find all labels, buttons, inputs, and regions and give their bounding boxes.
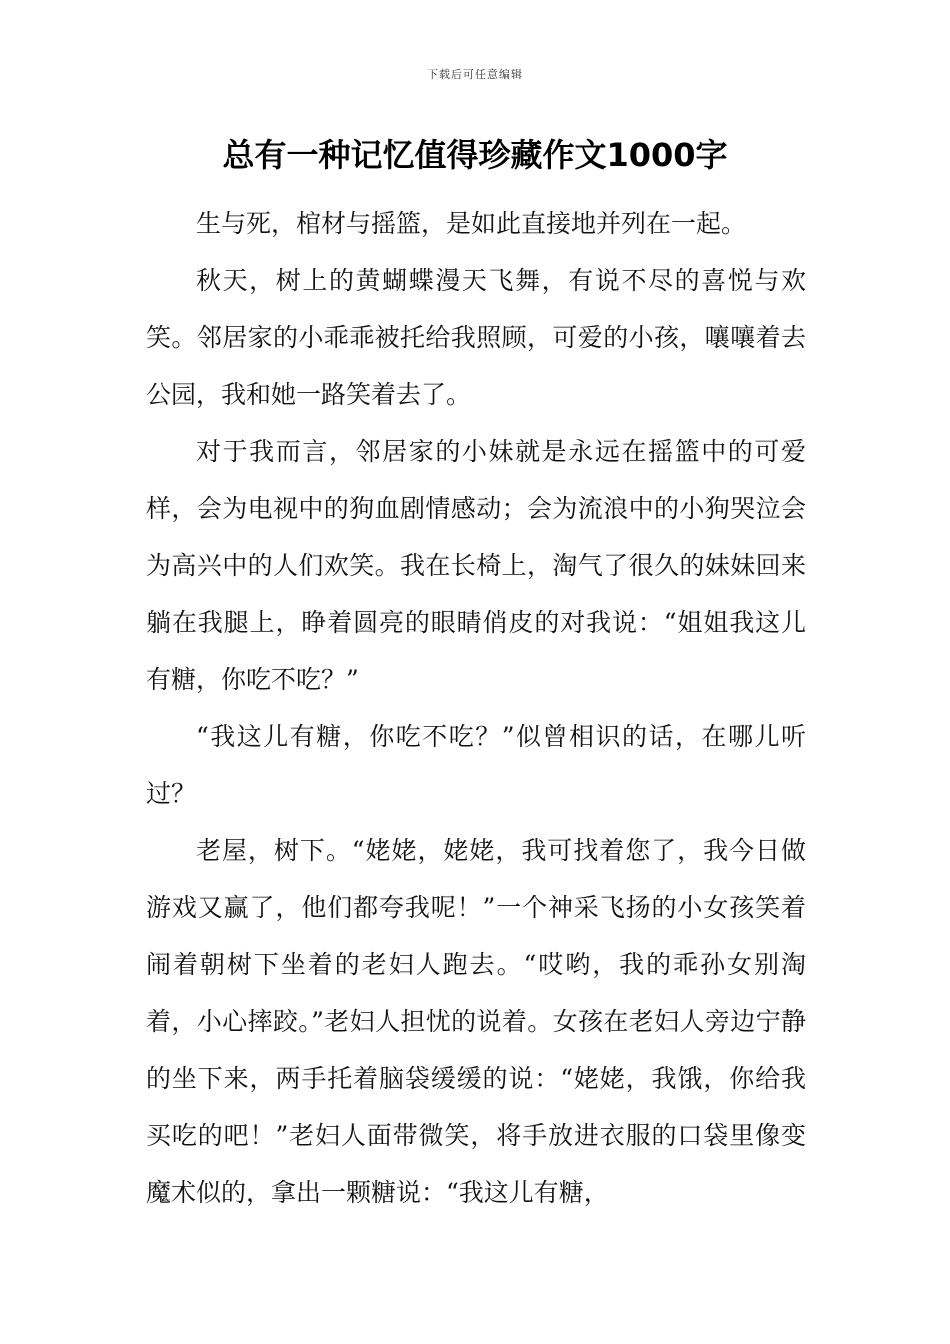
paragraph-3: 对于我而言，邻居家的小妹就是永远在摇篮中的可爱样，会为电视中的狗血剧情感动；会为流浪中的小狗哭泣会为高兴中的人们欢笑。我在长椅上，淘气了很久的妹妹回来躺在我腿上，睁着圆亮的眼睛俏皮的对我说：“姐姐我这儿有糖，你吃不吃？”	[146, 437, 806, 694]
paragraph-2: 秋天，树上的黄蝴蝶漫天飞舞，有说不尽的喜悦与欢笑。邻居家的小乖乖被托给我照顾，可爱的小孩，嚷嚷着去公园，我和她一路笑着去了。	[146, 266, 806, 409]
paragraph-4: “我这儿有糖，你吃不吃？”似曾相识的话，在哪儿听过？	[146, 722, 806, 808]
paragraph-5: 老屋，树下。“姥姥，姥姥，我可找着您了，我今日做游戏又赢了，他们都夸我呢！”一个神采飞扬的小女孩笑着闹着朝树下坐着的老妇人跑去。“哎哟，我的乖孙女别淘着，小心摔跤。”老妇人担忧的说着。女孩在老妇人旁边宁静的坐下来，两手托着脑袋缓缓的说：“姥姥，我饿，你给我买吃的吧！”老妇人面带微笑，将手放进衣服的口袋里像变魔术似的，拿出一颗糖说：“我这儿有糖，	[146, 836, 806, 1207]
header-note: 下载后可任意编辑	[427, 68, 523, 81]
document-title: 总有一种记忆值得珍藏作文1000字	[222, 136, 728, 174]
paragraph-1: 生与死，棺材与摇篮，是如此直接地并列在一起。	[196, 209, 747, 238]
essay-body	[146, 195, 806, 1221]
